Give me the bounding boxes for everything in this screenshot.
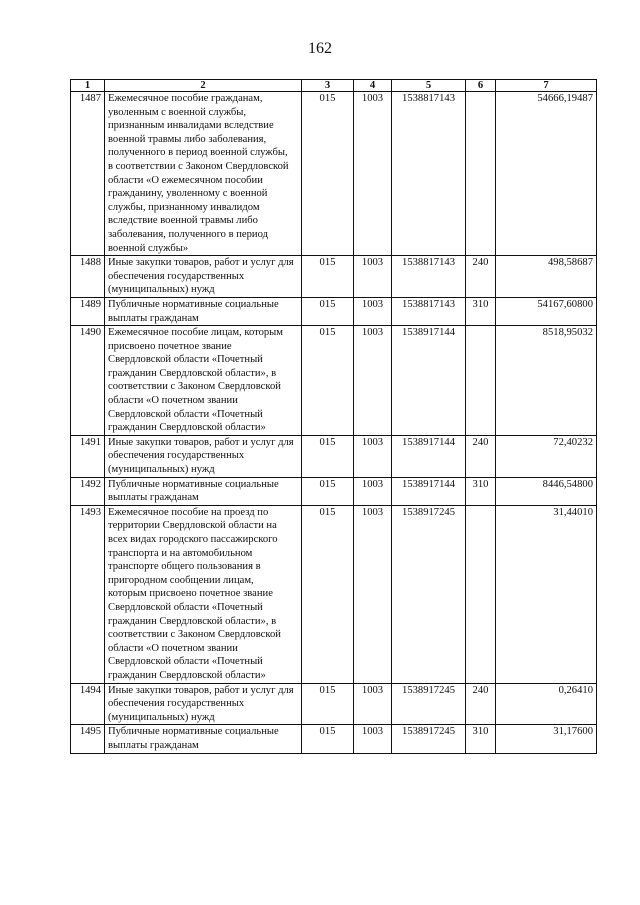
row-code-6: 310: [466, 725, 496, 753]
row-code-4: 1003: [354, 435, 392, 477]
row-code-4: 1003: [354, 505, 392, 683]
row-code-3: 015: [302, 505, 354, 683]
row-code-6: [466, 92, 496, 256]
row-amount: 54167,60800: [496, 297, 597, 325]
budget-table: [70, 79, 597, 754]
col-header-6: 6: [466, 80, 496, 92]
row-code-3: 015: [302, 326, 354, 436]
row-amount: 31,44010: [496, 505, 597, 683]
row-number: 1495: [71, 725, 105, 753]
row-number: 1493: [71, 505, 105, 683]
row-code-5: 1538817143: [392, 256, 466, 298]
row-amount: 8446,54800: [496, 477, 597, 505]
table-row: [71, 297, 597, 325]
row-description: Иные закупки товаров, работ и услуг для обеспечения государственных (муниципальных) нужд: [105, 683, 302, 725]
header-row: [71, 80, 597, 92]
row-number: 1489: [71, 297, 105, 325]
row-number: 1491: [71, 435, 105, 477]
row-description: Ежемесячное пособие на проезд по территории Свердловской области на всех видах городского пассажирского транспорта и на автомобильном транспорте общего пользования в пригородном сообщении лицам, которым присвоено почетное звание Свердловской области «Почетный гражданин Свердловской области», в соответствии с Законом Свердловской области «О почетном звании Свердловской области «Почетный гражданин Свердловской области»: [105, 505, 302, 683]
row-number: 1492: [71, 477, 105, 505]
row-code-6: 310: [466, 477, 496, 505]
table-row: [71, 435, 597, 477]
row-code-6: 240: [466, 256, 496, 298]
row-code-3: 015: [302, 297, 354, 325]
row-description: Ежемесячное пособие гражданам, уволенным с военной службы, признанным инвалидами вследствие военной травмы либо заболевания, полученного в период военной службы, в соответствии с Законом Свердловской области «О ежемесячном пособии гражданину, уволенному с военной службы, признанному инвалидом вследствие военной травмы либо заболевания, полученного в период военной службы»: [105, 92, 302, 256]
row-code-4: 1003: [354, 256, 392, 298]
row-number: 1494: [71, 683, 105, 725]
row-code-5: 1538917144: [392, 477, 466, 505]
col-header-7: 7: [496, 80, 597, 92]
row-code-3: 015: [302, 725, 354, 753]
row-description: Публичные нормативные социальные выплаты гражданам: [105, 477, 302, 505]
row-code-3: 015: [302, 435, 354, 477]
col-header-2: 2: [105, 80, 302, 92]
row-code-4: 1003: [354, 297, 392, 325]
row-code-4: 1003: [354, 683, 392, 725]
row-code-6: 240: [466, 683, 496, 725]
row-code-3: 015: [302, 92, 354, 256]
col-header-3: 3: [302, 80, 354, 92]
row-code-4: 1003: [354, 725, 392, 753]
row-number: 1488: [71, 256, 105, 298]
row-code-6: [466, 505, 496, 683]
row-code-4: 1003: [354, 92, 392, 256]
row-amount: 8518,95032: [496, 326, 597, 436]
table-row: [71, 256, 597, 298]
row-description: Публичные нормативные социальные выплаты гражданам: [105, 725, 302, 753]
row-code-3: 015: [302, 477, 354, 505]
row-code-5: 1538917144: [392, 435, 466, 477]
row-amount: 498,58687: [496, 256, 597, 298]
row-code-5: 1538817143: [392, 297, 466, 325]
row-amount: 54666,19487: [496, 92, 597, 256]
page-number: 162: [308, 40, 332, 57]
col-header-1: 1: [71, 80, 105, 92]
row-code-3: 015: [302, 256, 354, 298]
table-row: [71, 725, 597, 753]
col-header-5: 5: [392, 80, 466, 92]
row-amount: 0,26410: [496, 683, 597, 725]
row-code-4: 1003: [354, 477, 392, 505]
row-amount: 31,17600: [496, 725, 597, 753]
row-code-6: [466, 326, 496, 436]
row-code-5: 1538917245: [392, 725, 466, 753]
table-row: [71, 477, 597, 505]
row-description: Публичные нормативные социальные выплаты гражданам: [105, 297, 302, 325]
row-code-6: 310: [466, 297, 496, 325]
row-code-5: 1538917245: [392, 505, 466, 683]
row-code-5: 1538917245: [392, 683, 466, 725]
table-row: [71, 92, 597, 256]
table-row: [71, 505, 597, 683]
row-description: Ежемесячное пособие лицам, которым присвоено почетное звание Свердловской области «Почетный гражданин Свердловской области», в соответствии с Законом Свердловской области «О почетном звании Свердловской области «Почетный гражданин Свердловской области»: [105, 326, 302, 436]
row-number: 1487: [71, 92, 105, 256]
col-header-4: 4: [354, 80, 392, 92]
row-code-3: 015: [302, 683, 354, 725]
row-number: 1490: [71, 326, 105, 436]
row-description: Иные закупки товаров, работ и услуг для обеспечения государственных (муниципальных) нужд: [105, 435, 302, 477]
row-code-4: 1003: [354, 326, 392, 436]
table-row: [71, 683, 597, 725]
table-row: [71, 326, 597, 436]
row-description: Иные закупки товаров, работ и услуг для обеспечения государственных (муниципальных) нужд: [105, 256, 302, 298]
row-code-6: 240: [466, 435, 496, 477]
row-amount: 72,40232: [496, 435, 597, 477]
row-code-5: 1538817143: [392, 92, 466, 256]
row-code-5: 1538917144: [392, 326, 466, 436]
